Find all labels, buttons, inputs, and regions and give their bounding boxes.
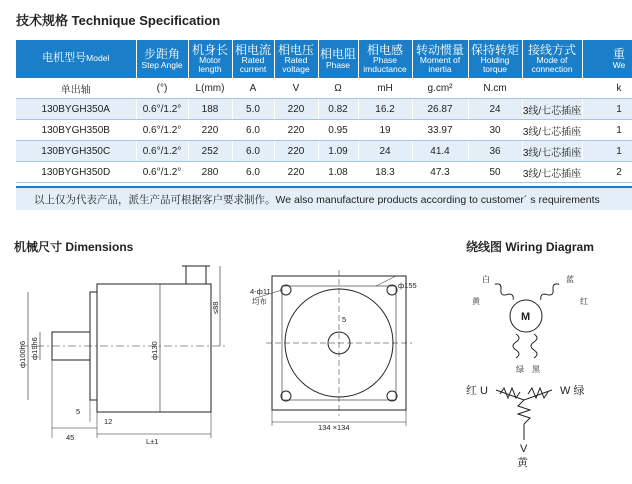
- table-cell: 3线/七芯插座: [522, 162, 582, 183]
- table-cell: 280: [188, 162, 232, 183]
- label-holes: 4-ф11: [250, 287, 271, 296]
- table-cell: 3线/七芯插座: [522, 99, 582, 120]
- table-cell: 6.0: [232, 162, 274, 183]
- wiring-diagram: [462, 262, 622, 472]
- table-cell: 18.3: [358, 162, 412, 183]
- header-phase-inductance: 相电感 Phase imductance: [358, 40, 412, 78]
- table-cell: 220: [274, 162, 318, 183]
- unit-cell: mH: [358, 78, 412, 99]
- wire-white-label: 白: [482, 275, 490, 284]
- mount-hole: [281, 391, 291, 401]
- wire-green-label: 绿: [516, 365, 524, 374]
- table-cell: 130BYGH350D: [16, 162, 136, 183]
- table-cell: 24: [468, 99, 522, 120]
- table-cell: 1.08: [318, 162, 358, 183]
- unit-cell: V: [274, 78, 318, 99]
- table-cell: 130BYGH350C: [16, 141, 136, 162]
- spec-table-wrap: [16, 40, 632, 208]
- table-cell: 16.2: [358, 99, 412, 120]
- unit-cell: Ω: [318, 78, 358, 99]
- table-cell: 1: [582, 141, 632, 162]
- table-cell: 3线/七芯插座: [522, 141, 582, 162]
- wire-red-label: 红: [580, 297, 588, 306]
- label-length: L±1: [146, 437, 159, 446]
- wire-blue-label: 蓝: [566, 275, 574, 284]
- spec-table: [16, 40, 632, 183]
- dimensions-title: 机械尺寸 Dimensions: [14, 240, 134, 254]
- front-view-drawing: [246, 262, 446, 432]
- table-cell: 1: [582, 99, 632, 120]
- header-model: 电机型号Model: [16, 40, 136, 78]
- table-cell: 0.6°/1.2°: [136, 141, 188, 162]
- header-connection: 接线方式 Mode of connection: [522, 40, 582, 78]
- wire-yellow-label: 黄: [472, 297, 480, 306]
- table-cell: 1: [582, 120, 632, 141]
- mount-hole: [281, 285, 291, 295]
- table-header-row: [16, 40, 632, 78]
- table-cell: 3线/七芯插座: [522, 120, 582, 141]
- mount-hole: [387, 285, 397, 295]
- table-cell: 130BYGH350A: [16, 99, 136, 120]
- table-cell: 30: [468, 120, 522, 141]
- label-d5: 5: [76, 407, 81, 416]
- header-phase-resistance: 相电阻 Phase: [318, 40, 358, 78]
- table-cell: 1.09: [318, 141, 358, 162]
- unit-cell: g.cm²: [412, 78, 468, 99]
- table-cell: 220: [274, 120, 318, 141]
- section-title: 技术规格 Technique Specification: [16, 13, 221, 28]
- winding-v: [518, 400, 530, 424]
- table-row: [16, 120, 632, 141]
- w-terminal-label: W 绿: [560, 385, 585, 397]
- table-cell: 41.4: [412, 141, 468, 162]
- v-terminal-label: V: [520, 443, 528, 455]
- unit-cell: k: [582, 78, 632, 99]
- table-cell: 5.0: [232, 99, 274, 120]
- footnote-bar: [16, 186, 632, 210]
- label-shaft-dia: ф100h6: [18, 340, 27, 368]
- winding-top: [496, 390, 552, 400]
- unit-cell: A: [232, 78, 274, 99]
- connector: [186, 266, 206, 284]
- table-cell: 220: [274, 99, 318, 120]
- footnote-text: 以上仅为代表产品，派生产品可根据客户要求制作。We also manufacture products according to customer´ s requirements: [34, 194, 600, 206]
- label-d12: 12: [104, 417, 113, 426]
- header-inertia: 转动惯量 Moment of inertia: [412, 40, 468, 78]
- table-cell: 0.82: [318, 99, 358, 120]
- unit-cell: L(mm): [188, 78, 232, 99]
- label-shaft-19: ф19h6: [30, 337, 39, 360]
- table-row: [16, 99, 632, 120]
- v-color-label: 黄: [517, 457, 528, 469]
- header-step-angle: 步距角 Step Angle: [136, 40, 188, 78]
- table-cell: 0.95: [318, 120, 358, 141]
- u-terminal-label: 红 U: [466, 385, 488, 397]
- label-holes-note: 均布: [252, 297, 267, 306]
- table-cell: 24: [358, 141, 412, 162]
- header-weight: 重 We: [582, 40, 632, 78]
- label-conn-height: ≤88: [211, 301, 220, 314]
- wire-black-label: 黑: [532, 365, 540, 374]
- header-rated-voltage: 相电压 Rated voltage: [274, 40, 318, 78]
- table-cell: 50: [468, 162, 522, 183]
- table-cell: 0.6°/1.2°: [136, 162, 188, 183]
- table-cell: 6.0: [232, 120, 274, 141]
- table-cell: 188: [188, 99, 232, 120]
- table-cell: 19: [358, 120, 412, 141]
- table-cell: 220: [188, 120, 232, 141]
- header-rated-current: 相电流 Rated current: [232, 40, 274, 78]
- table-cell: 252: [188, 141, 232, 162]
- label-body-dia: ф130: [150, 341, 159, 360]
- header-motor-length: 机身长 Motor length: [188, 40, 232, 78]
- label-d45: 45: [66, 433, 75, 442]
- table-cell: 220: [274, 141, 318, 162]
- wiring-title: 绕线图 Wiring Diagram: [466, 240, 594, 254]
- mount-hole: [387, 391, 397, 401]
- table-cell: 2: [582, 162, 632, 183]
- table-cell: 26.87: [412, 99, 468, 120]
- table-cell: 33.97: [412, 120, 468, 141]
- label-square: 134 ×134: [318, 423, 350, 432]
- header-holding-torque: 保持转矩 Holding torque: [468, 40, 522, 78]
- table-cell: 36: [468, 141, 522, 162]
- unit-cell: N.cm: [468, 78, 522, 99]
- table-cell: 0.6°/1.2°: [136, 120, 188, 141]
- table-row: [16, 162, 632, 183]
- table-cell: 47.3: [412, 162, 468, 183]
- label-key: 5: [342, 315, 347, 324]
- label-bolt-circle: ф155: [398, 281, 417, 290]
- unit-cell: [522, 78, 582, 99]
- table-cell: 0.6°/1.2°: [136, 99, 188, 120]
- motor-label: M: [521, 311, 531, 323]
- table-cell: 6.0: [232, 141, 274, 162]
- table-cell: 130BYGH350B: [16, 120, 136, 141]
- unit-cell: (°): [136, 78, 188, 99]
- side-view-drawing: [0, 256, 240, 456]
- unit-cell: 单出轴: [16, 78, 136, 99]
- table-row: [16, 141, 632, 162]
- unit-row: [16, 78, 632, 99]
